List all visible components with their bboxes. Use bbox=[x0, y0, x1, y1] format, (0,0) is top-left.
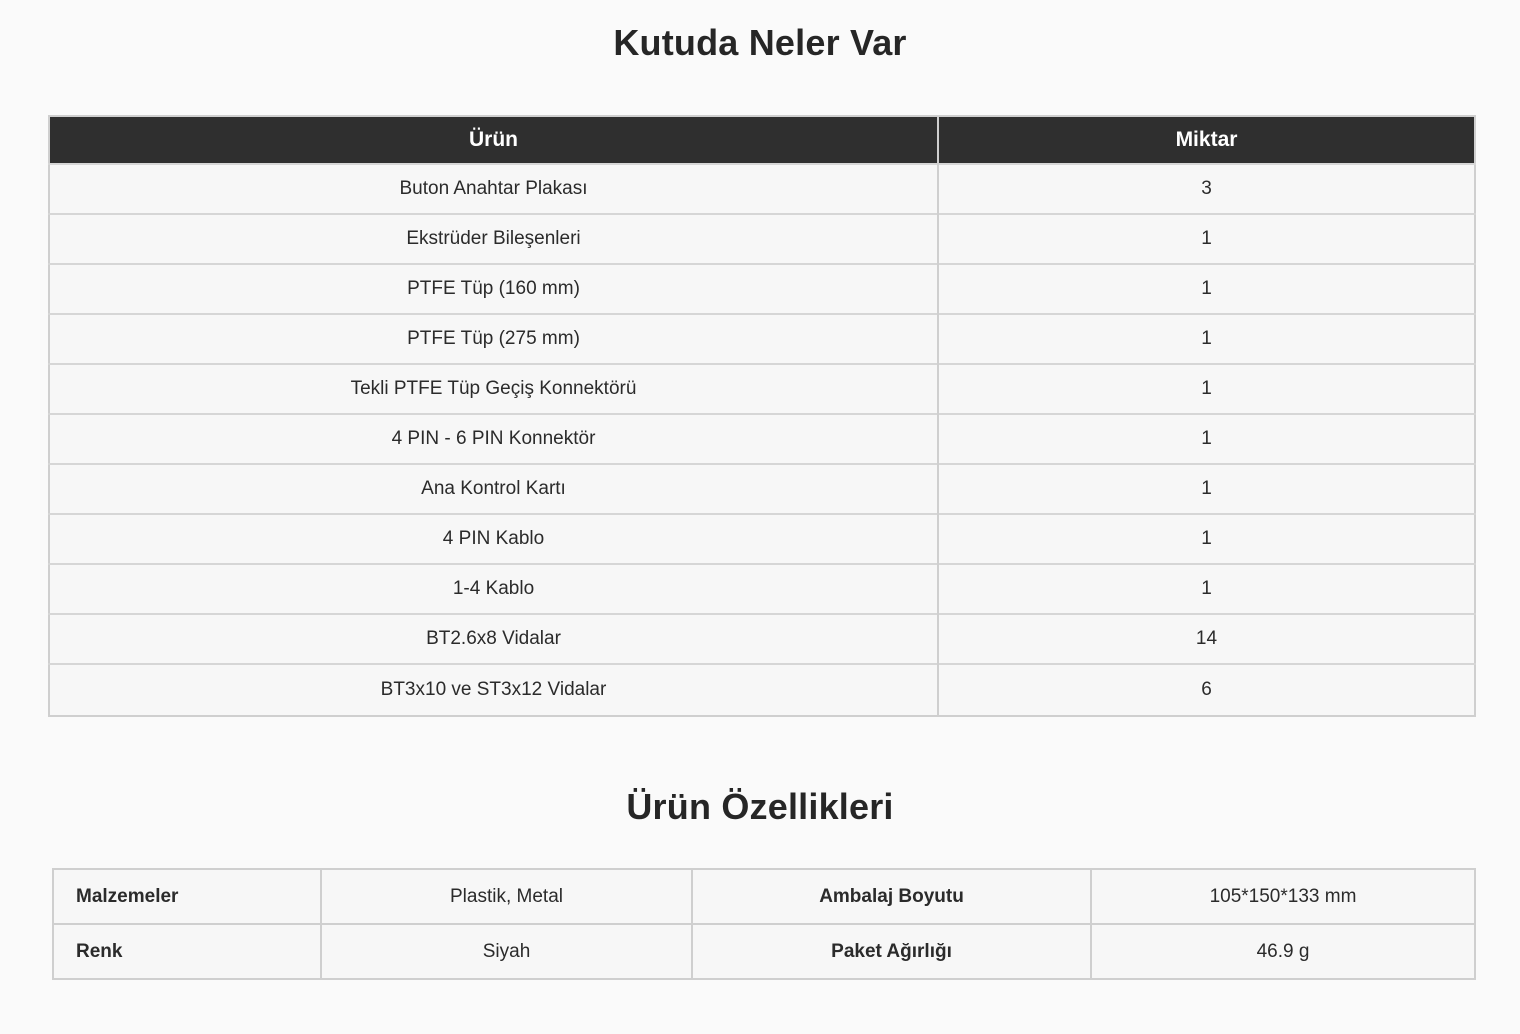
table-row bbox=[49, 164, 1475, 214]
product-cell: Ekstrüder Bileşenleri bbox=[49, 214, 938, 264]
product-cell: Ana Kontrol Kartı bbox=[49, 464, 938, 514]
column-header-quantity: Miktar bbox=[938, 116, 1475, 164]
quantity-cell: 1 bbox=[938, 414, 1475, 464]
quantity-cell: 3 bbox=[938, 164, 1475, 214]
product-specs-title: Ürün Özellikleri bbox=[626, 786, 894, 827]
product-cell: 4 PIN - 6 PIN Konnektör bbox=[49, 414, 938, 464]
spec-row bbox=[53, 924, 1475, 979]
table-row bbox=[49, 314, 1475, 364]
table-header-row bbox=[49, 116, 1475, 164]
product-cell: PTFE Tüp (160 mm) bbox=[49, 264, 938, 314]
quantity-cell: 1 bbox=[938, 464, 1475, 514]
table-row bbox=[49, 214, 1475, 264]
spec-value-package-size: 105*150*133 mm bbox=[1091, 869, 1475, 924]
quantity-cell: 1 bbox=[938, 564, 1475, 614]
column-header-product: Ürün bbox=[49, 116, 938, 164]
product-cell: Buton Anahtar Plakası bbox=[49, 164, 938, 214]
product-cell: BT2.6x8 Vidalar bbox=[49, 614, 938, 664]
box-contents-table bbox=[48, 115, 1476, 717]
table-row bbox=[49, 364, 1475, 414]
table-row bbox=[49, 464, 1475, 514]
spec-key-package-size: Ambalaj Boyutu bbox=[692, 869, 1091, 924]
table-row bbox=[49, 264, 1475, 314]
product-specs-table bbox=[52, 868, 1476, 980]
table-row bbox=[49, 614, 1475, 664]
table-row bbox=[49, 414, 1475, 464]
spec-value-materials: Plastik, Metal bbox=[321, 869, 692, 924]
product-cell: Tekli PTFE Tüp Geçiş Konnektörü bbox=[49, 364, 938, 414]
product-cell: PTFE Tüp (275 mm) bbox=[49, 314, 938, 364]
box-contents-title: Kutuda Neler Var bbox=[613, 22, 907, 63]
quantity-cell: 1 bbox=[938, 264, 1475, 314]
spec-value-color: Siyah bbox=[321, 924, 692, 979]
quantity-cell: 6 bbox=[938, 664, 1475, 716]
spec-key-materials: Malzemeler bbox=[53, 869, 321, 924]
quantity-cell: 1 bbox=[938, 214, 1475, 264]
spec-key-package-weight: Paket Ağırlığı bbox=[692, 924, 1091, 979]
product-cell: 4 PIN Kablo bbox=[49, 514, 938, 564]
product-cell: BT3x10 ve ST3x12 Vidalar bbox=[49, 664, 938, 716]
quantity-cell: 1 bbox=[938, 514, 1475, 564]
table-row bbox=[49, 514, 1475, 564]
quantity-cell: 1 bbox=[938, 314, 1475, 364]
quantity-cell: 14 bbox=[938, 614, 1475, 664]
table-row bbox=[49, 564, 1475, 614]
spec-value-package-weight: 46.9 g bbox=[1091, 924, 1475, 979]
product-cell: 1-4 Kablo bbox=[49, 564, 938, 614]
table-row bbox=[49, 664, 1475, 716]
spec-row bbox=[53, 869, 1475, 924]
spec-key-color: Renk bbox=[53, 924, 321, 979]
quantity-cell: 1 bbox=[938, 364, 1475, 414]
